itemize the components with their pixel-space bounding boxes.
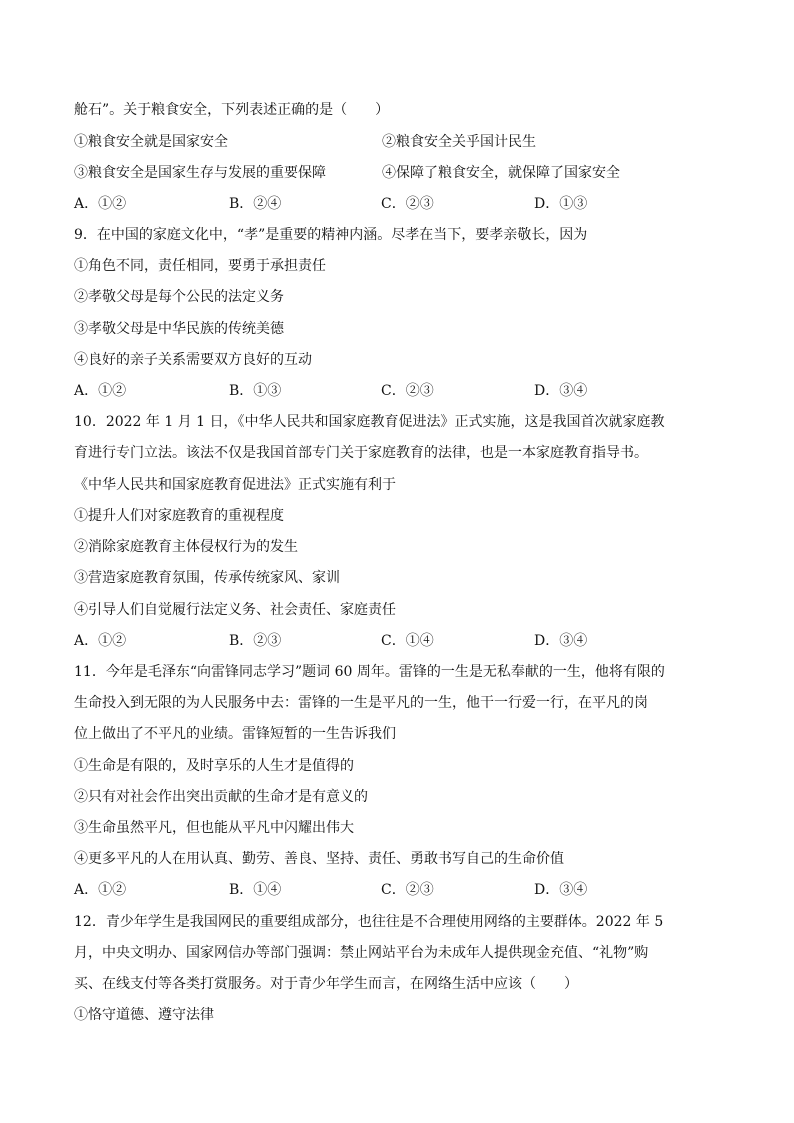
q9-item-2: ②孝敬父母是每个公民的法定义务	[74, 289, 284, 305]
q8-item-3: ③粮食安全是国家生存与发展的重要保障	[74, 165, 326, 181]
q10-option-d: D．③④	[534, 633, 588, 649]
q10-stem-line-2: 育进行专门立法。该法不仅是我国首部专门关于家庭教育的法律，也是一本家庭教育指导书。	[74, 445, 648, 461]
q12-item-1: ①恪守道德、遵守法律	[74, 1007, 214, 1023]
q9-option-a: A．①②	[74, 383, 127, 399]
q12-stem-line-3: 买、在线支付等各类打赏服务。对于青少年学生而言，在网络生活中应该（ ）	[74, 976, 578, 992]
q10-option-c: C．①④	[381, 633, 434, 649]
q11-item-1: ①生命是有限的，及时享乐的人生才是值得的	[74, 758, 354, 774]
q9-item-4: ④良好的亲子关系需要双方良好的互动	[74, 352, 312, 368]
q8-item-4: ④保障了粮食安全，就保障了国家安全	[382, 165, 620, 181]
q11-item-3: ③生命虽然平凡，但也能从平凡中闪耀出伟大	[74, 820, 354, 836]
q12-stem-line-2: 月，中央文明办、国家网信办等部门强调：禁止网站平台为未成年人提供现金充值、“礼物”购	[74, 945, 649, 961]
q11-option-d: D．③④	[534, 882, 588, 898]
q11-stem-line-2: 生命投入到无限的为人民服务中去：雷锋的一生是平凡的一生，他干一行爱一行，在平凡的岗	[74, 695, 648, 711]
q8-item-1: ①粮食安全就是国家安全	[74, 134, 228, 150]
q8-stem-tail: 舱石”。关于粮食安全，下列表述正确的是（ ）	[74, 102, 390, 118]
q8-option-d: D．①③	[534, 196, 588, 212]
q12-stem-line-1: 12．青少年学生是我国网民的重要组成部分，也往往是不合理使用网络的主要群体。2022 年 5	[74, 914, 664, 930]
q8-option-b: B．②④	[229, 196, 282, 212]
q11-option-b: B．①④	[229, 882, 282, 898]
q10-item-2: ②消除家庭教育主体侵权行为的发生	[74, 539, 298, 555]
q11-option-a: A．①②	[74, 882, 127, 898]
q10-item-1: ①提升人们对家庭教育的重视程度	[74, 508, 284, 524]
q11-stem-line-3: 位上做出了不平凡的业绩。雷锋短暂的一生告诉我们	[74, 726, 396, 742]
q8-item-2: ②粮食安全关乎国计民生	[382, 134, 536, 150]
q10-option-a: A．①②	[74, 633, 127, 649]
q10-item-4: ④引导人们自觉履行法定义务、社会责任、家庭责任	[74, 602, 396, 618]
q10-stem-line-3: 《中华人民共和国家庭教育促进法》正式实施有利于	[74, 477, 396, 493]
q11-item-2: ②只有对社会作出突出贡献的生命才是有意义的	[74, 789, 368, 805]
q9-option-c: C．②③	[381, 383, 434, 399]
q9-item-3: ③孝敬父母是中华民族的传统美德	[74, 321, 284, 337]
q8-option-a: A．①②	[74, 196, 127, 212]
q10-option-b: B．②③	[229, 633, 282, 649]
q9-option-b: B．①③	[229, 383, 282, 399]
q10-item-3: ③营造家庭教育氛围，传承传统家风、家训	[74, 570, 340, 586]
q9-item-1: ①角色不同，责任相同，要勇于承担责任	[74, 258, 326, 274]
q9-option-d: D．③④	[534, 383, 588, 399]
q11-stem-line-1: 11．今年是毛泽东“向雷锋同志学习”题词 60 周年。雷锋的一生是无私奉献的一生，他将有限的	[74, 664, 665, 680]
q10-stem-line-1: 10．2022 年 1 月 1 日，《中华人民共和国家庭教育促进法》正式实施，这是我国首次就家庭教	[74, 414, 665, 430]
q11-option-c: C．②③	[381, 882, 434, 898]
q8-option-c: C．②③	[381, 196, 434, 212]
q11-item-4: ④更多平凡的人在用认真、勤劳、善良、坚持、责任、勇敢书写自己的生命价值	[74, 851, 564, 867]
q9-stem: 9．在中国的家庭文化中，“孝”是重要的精神内涵。尽孝在当下，要孝亲敬长，因为	[74, 227, 588, 243]
